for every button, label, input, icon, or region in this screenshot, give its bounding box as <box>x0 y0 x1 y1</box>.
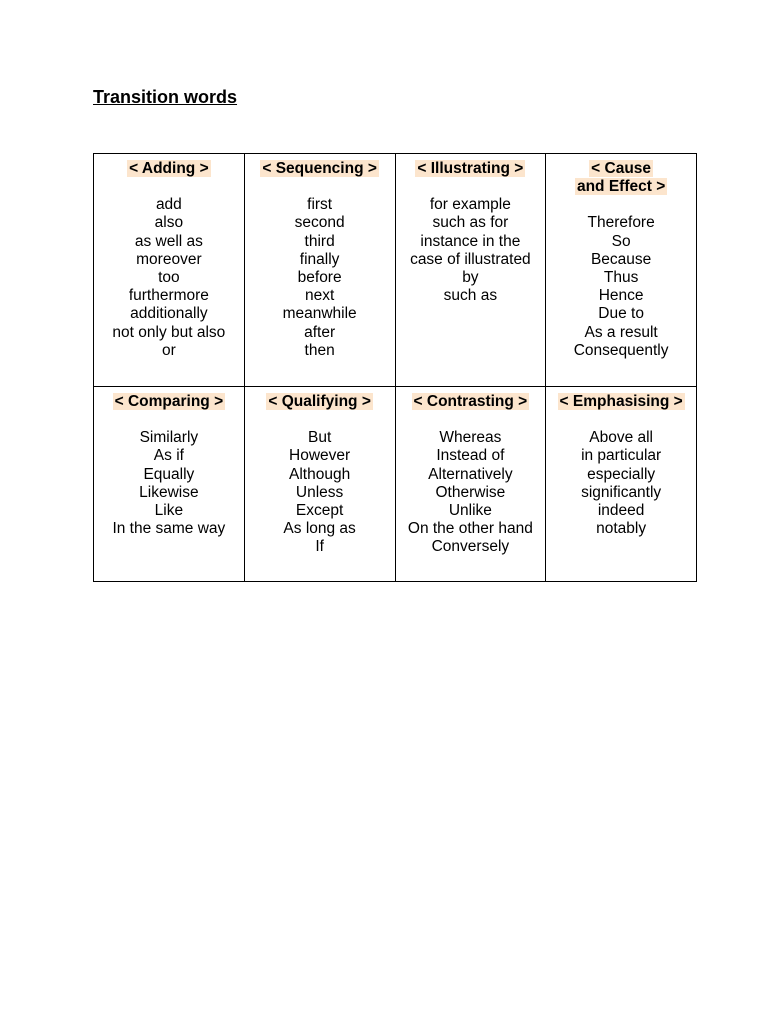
transition-word: Like <box>154 502 184 520</box>
category-header <box>96 393 242 411</box>
transition-word: Because <box>590 250 652 268</box>
category-header <box>548 160 694 196</box>
transition-word: Except <box>295 502 344 520</box>
transition-word: too <box>158 269 180 287</box>
transition-word: then <box>304 341 335 359</box>
transition-word: Conversely <box>431 538 510 556</box>
transition-word: As long as <box>283 520 356 538</box>
transition-word: In the same way <box>112 520 226 538</box>
transition-word: furthermore <box>128 287 209 305</box>
transition-word: Whereas <box>439 429 502 447</box>
transition-words-table <box>93 153 697 582</box>
category-cell <box>244 387 395 582</box>
transition-word: moreover <box>136 250 202 268</box>
transition-word: Due to <box>598 305 644 323</box>
category-header-line: < Adding > <box>129 160 209 177</box>
category-header-line: < Illustrating > <box>417 160 524 177</box>
transition-word: instance in the <box>420 232 521 250</box>
transition-word: As if <box>153 447 184 465</box>
transition-word: So <box>611 232 631 250</box>
category-header-line: < Contrasting > <box>413 393 528 410</box>
transition-word: third <box>304 232 335 250</box>
transition-word: also <box>154 214 184 232</box>
category-header <box>247 393 393 411</box>
table-row <box>94 154 697 387</box>
category-cell <box>546 387 697 582</box>
transition-word: Alternatively <box>428 465 513 483</box>
transition-word: As a result <box>584 323 658 341</box>
transition-word: Otherwise <box>435 483 506 501</box>
transition-word: before <box>297 269 342 287</box>
transition-word: case of illustrated <box>410 250 531 268</box>
transition-word: However <box>289 447 351 465</box>
transition-word: Likewise <box>139 483 199 501</box>
category-header <box>96 160 242 178</box>
category-header <box>247 160 393 178</box>
category-cell <box>395 387 546 582</box>
category-cell <box>244 154 395 387</box>
transition-word: Instead of <box>436 447 505 465</box>
transition-word: notably <box>596 520 647 538</box>
category-cell <box>94 387 245 582</box>
category-header-line: < Comparing > <box>114 393 224 410</box>
category-header <box>548 393 694 411</box>
category-header <box>398 160 544 178</box>
transition-word: first <box>307 196 333 214</box>
transition-word: in particular <box>581 447 662 465</box>
transition-word: for example <box>429 196 511 214</box>
category-cell <box>395 154 546 387</box>
transition-word: Thus <box>603 269 639 287</box>
transition-word: Equally <box>143 465 195 483</box>
transition-word: Similarly <box>139 429 199 447</box>
transition-word: Hence <box>598 287 644 305</box>
transition-word: Above all <box>589 429 653 447</box>
category-header-line: < Qualifying > <box>268 393 371 410</box>
transition-word: On the other hand <box>407 520 533 538</box>
transition-word: second <box>294 214 345 232</box>
transition-word: indeed <box>597 502 645 520</box>
transition-word: If <box>315 538 324 556</box>
transition-word: significantly <box>581 483 662 501</box>
transition-word: Unless <box>295 483 344 501</box>
category-cell <box>94 154 245 387</box>
transition-word: after <box>304 323 336 341</box>
category-header-line: < Cause <box>591 160 652 177</box>
transition-word: Although <box>289 465 351 483</box>
category-header <box>398 393 544 411</box>
transition-word: Therefore <box>587 214 655 232</box>
category-cell <box>546 154 697 387</box>
transition-word: such as <box>443 287 498 305</box>
transition-word: meanwhile <box>282 305 357 323</box>
transition-word: or <box>161 341 176 359</box>
transition-word: next <box>304 287 335 305</box>
category-header-line: < Sequencing > <box>262 160 377 177</box>
category-header-line: < Emphasising > <box>559 393 683 410</box>
transition-word: by <box>462 269 479 287</box>
transition-word: finally <box>299 250 340 268</box>
category-header-line: and Effect > <box>576 178 666 196</box>
transition-word: Unlike <box>448 502 492 520</box>
transition-word: add <box>155 196 182 214</box>
transition-word: especially <box>587 465 656 483</box>
table-row <box>94 387 697 582</box>
transition-word: Consequently <box>573 341 669 359</box>
transition-word: as well as <box>134 232 203 250</box>
transition-word: not only but also <box>112 323 226 341</box>
transition-word: such as for <box>432 214 509 232</box>
transition-word: additionally <box>130 305 208 323</box>
page-title: Transition words <box>93 87 238 107</box>
transition-word: But <box>307 429 332 447</box>
